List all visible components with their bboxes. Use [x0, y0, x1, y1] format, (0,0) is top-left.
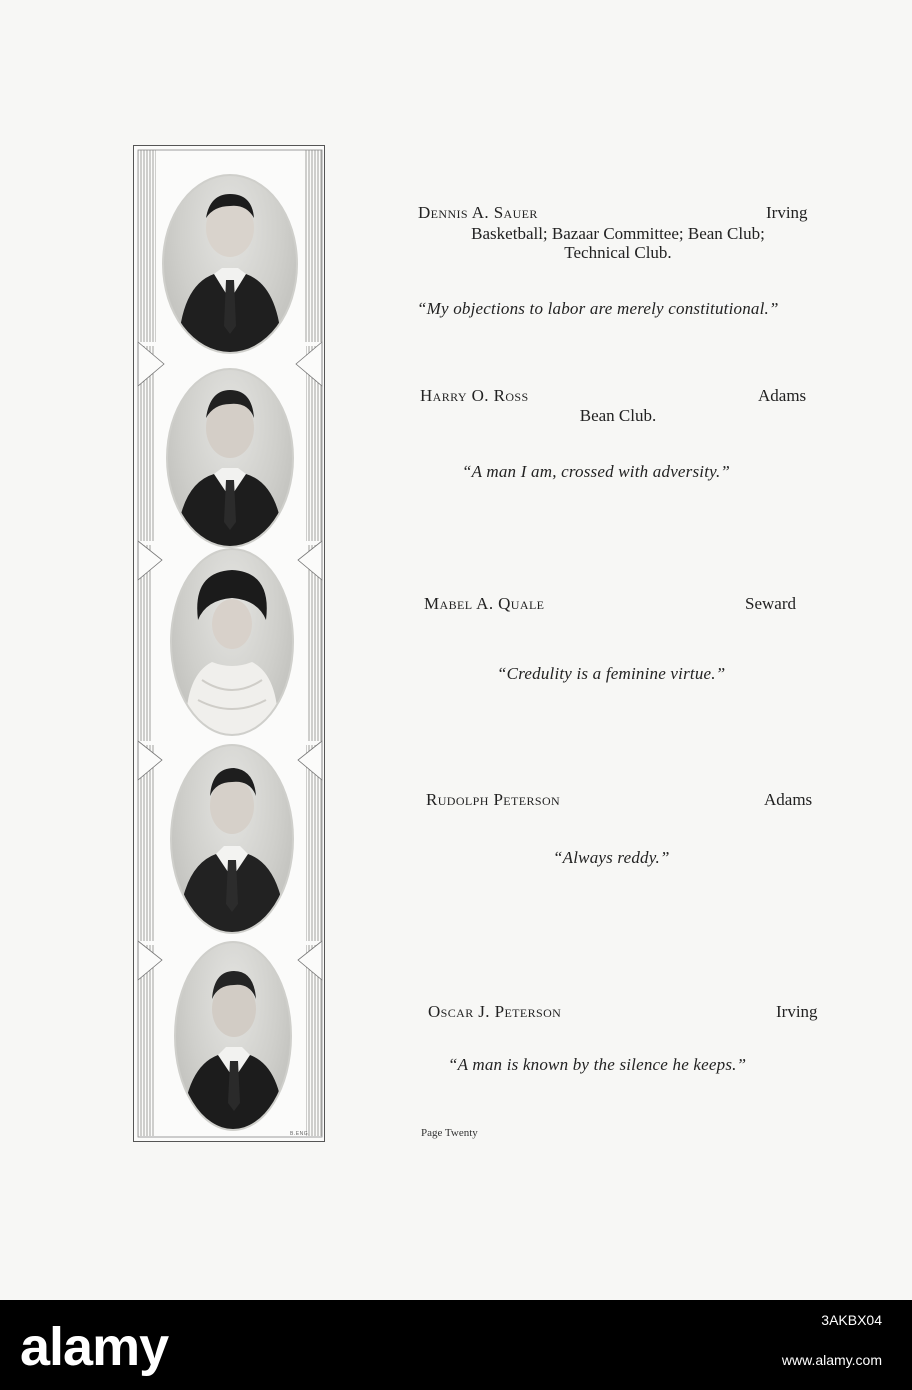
portrait-column — [133, 145, 325, 1142]
entry-1-activities-line: Basketball; Bazaar Committee; Bean Club; — [471, 224, 765, 243]
entry-2-name: Harry O. Ross — [420, 386, 529, 405]
portrait-rudolph-peterson — [170, 744, 294, 934]
entry-1-name: Dennis A. Sauer — [418, 203, 538, 222]
watermark-banner — [0, 1300, 912, 1390]
portrait-dennis-sauer — [162, 174, 298, 354]
entry-2-quote: “A man I am, crossed with adversity.” — [462, 462, 731, 481]
image-id: 3AKBX04 — [821, 1312, 882, 1328]
entry-2-activities: Bean Club. — [579, 406, 657, 425]
entry-4-quote: “Always reddy.” — [553, 848, 670, 867]
entry-3-name: Mabel A. Quale — [424, 594, 545, 613]
entry-2-school: Adams — [758, 386, 807, 405]
brand-logo-text: alamy — [20, 1317, 169, 1377]
portrait-oscar-peterson — [174, 941, 292, 1131]
engraver-mark: B.ENG. — [290, 1131, 310, 1137]
entry-3-school: Seward — [745, 594, 796, 613]
portrait-mabel-quale — [170, 548, 294, 736]
entry-4-name: Rudolph Peterson — [426, 790, 561, 809]
entry-1-activities-line: Technical Club. — [564, 243, 672, 262]
entry-5-school: Irving — [776, 1002, 818, 1021]
entry-5-quote: “A man is known by the silence he keeps.” — [448, 1055, 747, 1074]
entry-5-name: Oscar J. Peterson — [428, 1002, 562, 1021]
page-number: Page Twenty — [421, 1127, 478, 1139]
entry-1-quote: “My objections to labor are merely constitutional.” — [417, 299, 779, 318]
site-url: www.alamy.com — [781, 1352, 882, 1368]
entry-1-school: Irving — [766, 203, 808, 222]
entry-4-school: Adams — [764, 790, 813, 809]
portrait-harry-ross — [166, 368, 294, 548]
entry-1-activities — [420, 224, 816, 262]
entry-3-quote: “Credulity is a feminine virtue.” — [497, 664, 726, 683]
